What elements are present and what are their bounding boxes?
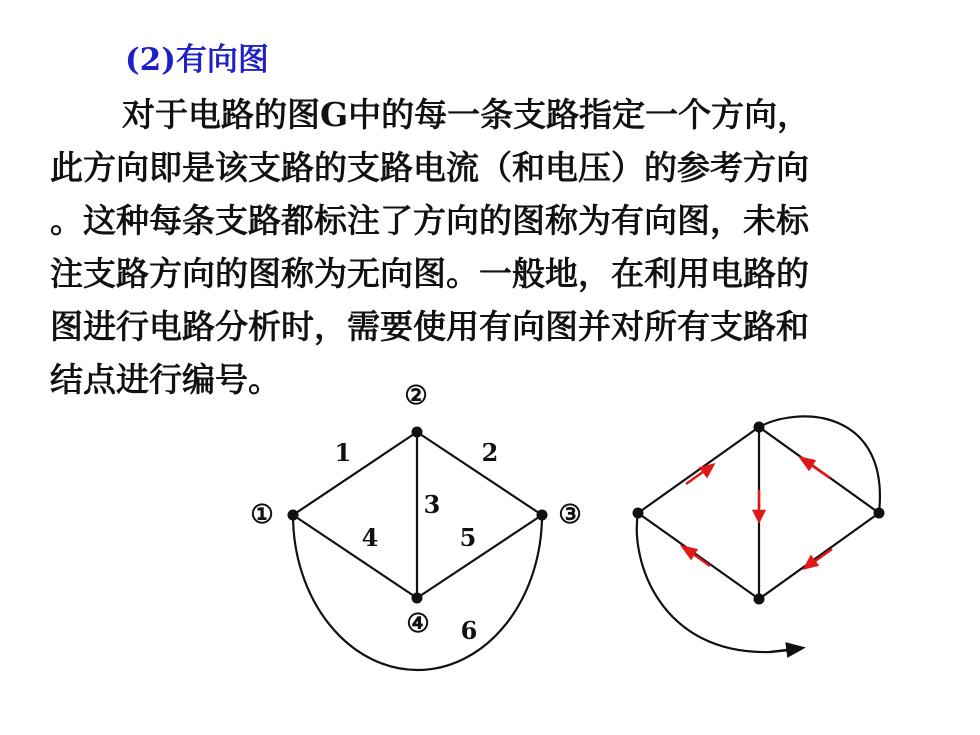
red-arrow-branch-3: [754, 490, 764, 521]
branch-label-3: 3: [423, 490, 441, 519]
directed-branch-7: [759, 416, 880, 513]
red-arrow-branch-2: [801, 458, 830, 478]
directed-branch-5: [759, 513, 879, 599]
node-label-3: ③: [558, 500, 582, 530]
node-label-1: ①: [250, 500, 274, 530]
branch-5-edge: [417, 515, 542, 598]
branch-label-4: 4: [361, 523, 379, 552]
direction-arrows: [683, 458, 832, 568]
directed-branch-1: [638, 427, 759, 513]
branch-label-2: 2: [481, 438, 499, 467]
node-1-dot: [288, 510, 299, 521]
node-label-4: ④: [406, 609, 430, 639]
directed-node-3: [874, 508, 885, 519]
branch-4-edge: [293, 515, 417, 598]
paragraph-line: 结点进行编号。: [50, 360, 281, 399]
paragraph-line: 图进行电路分析时，需要使用有向图并对所有支路和: [50, 307, 809, 346]
branch-label-1: 1: [334, 438, 352, 467]
paragraph-line: 对于电路的图G中的每一条支路指定一个方向，: [122, 95, 811, 134]
paragraph-line: 此方向即是该支路的支路电流（和电压）的参考方向: [50, 148, 809, 187]
directed-branch-6: [637, 513, 800, 652]
node-4-dot: [412, 593, 423, 604]
directed-node-1: [633, 508, 644, 519]
paragraph-line: 。这种每条支路都标注了方向的图称为有向图，未标: [50, 201, 809, 240]
branch-1-edge: [293, 432, 417, 515]
directed-graph: [637, 416, 880, 652]
directed-branch-4: [638, 513, 759, 599]
branch-label-5: 5: [459, 523, 477, 552]
red-arrow-branch-5: [805, 549, 832, 568]
section-heading: (2)有向图: [125, 42, 269, 78]
node-2-dot: [412, 427, 423, 438]
directed-node-4: [754, 594, 765, 605]
red-arrow-branch-4: [683, 547, 710, 566]
paragraph-line: 注支路方向的图称为无向图。一般地，在利用电路的: [50, 254, 809, 293]
branch-label-6: 6: [460, 616, 478, 645]
node-label-2: ②: [404, 381, 428, 411]
node-3-dot: [537, 510, 548, 521]
directed-node-2: [754, 422, 765, 433]
red-arrow-branch-1: [686, 465, 713, 484]
